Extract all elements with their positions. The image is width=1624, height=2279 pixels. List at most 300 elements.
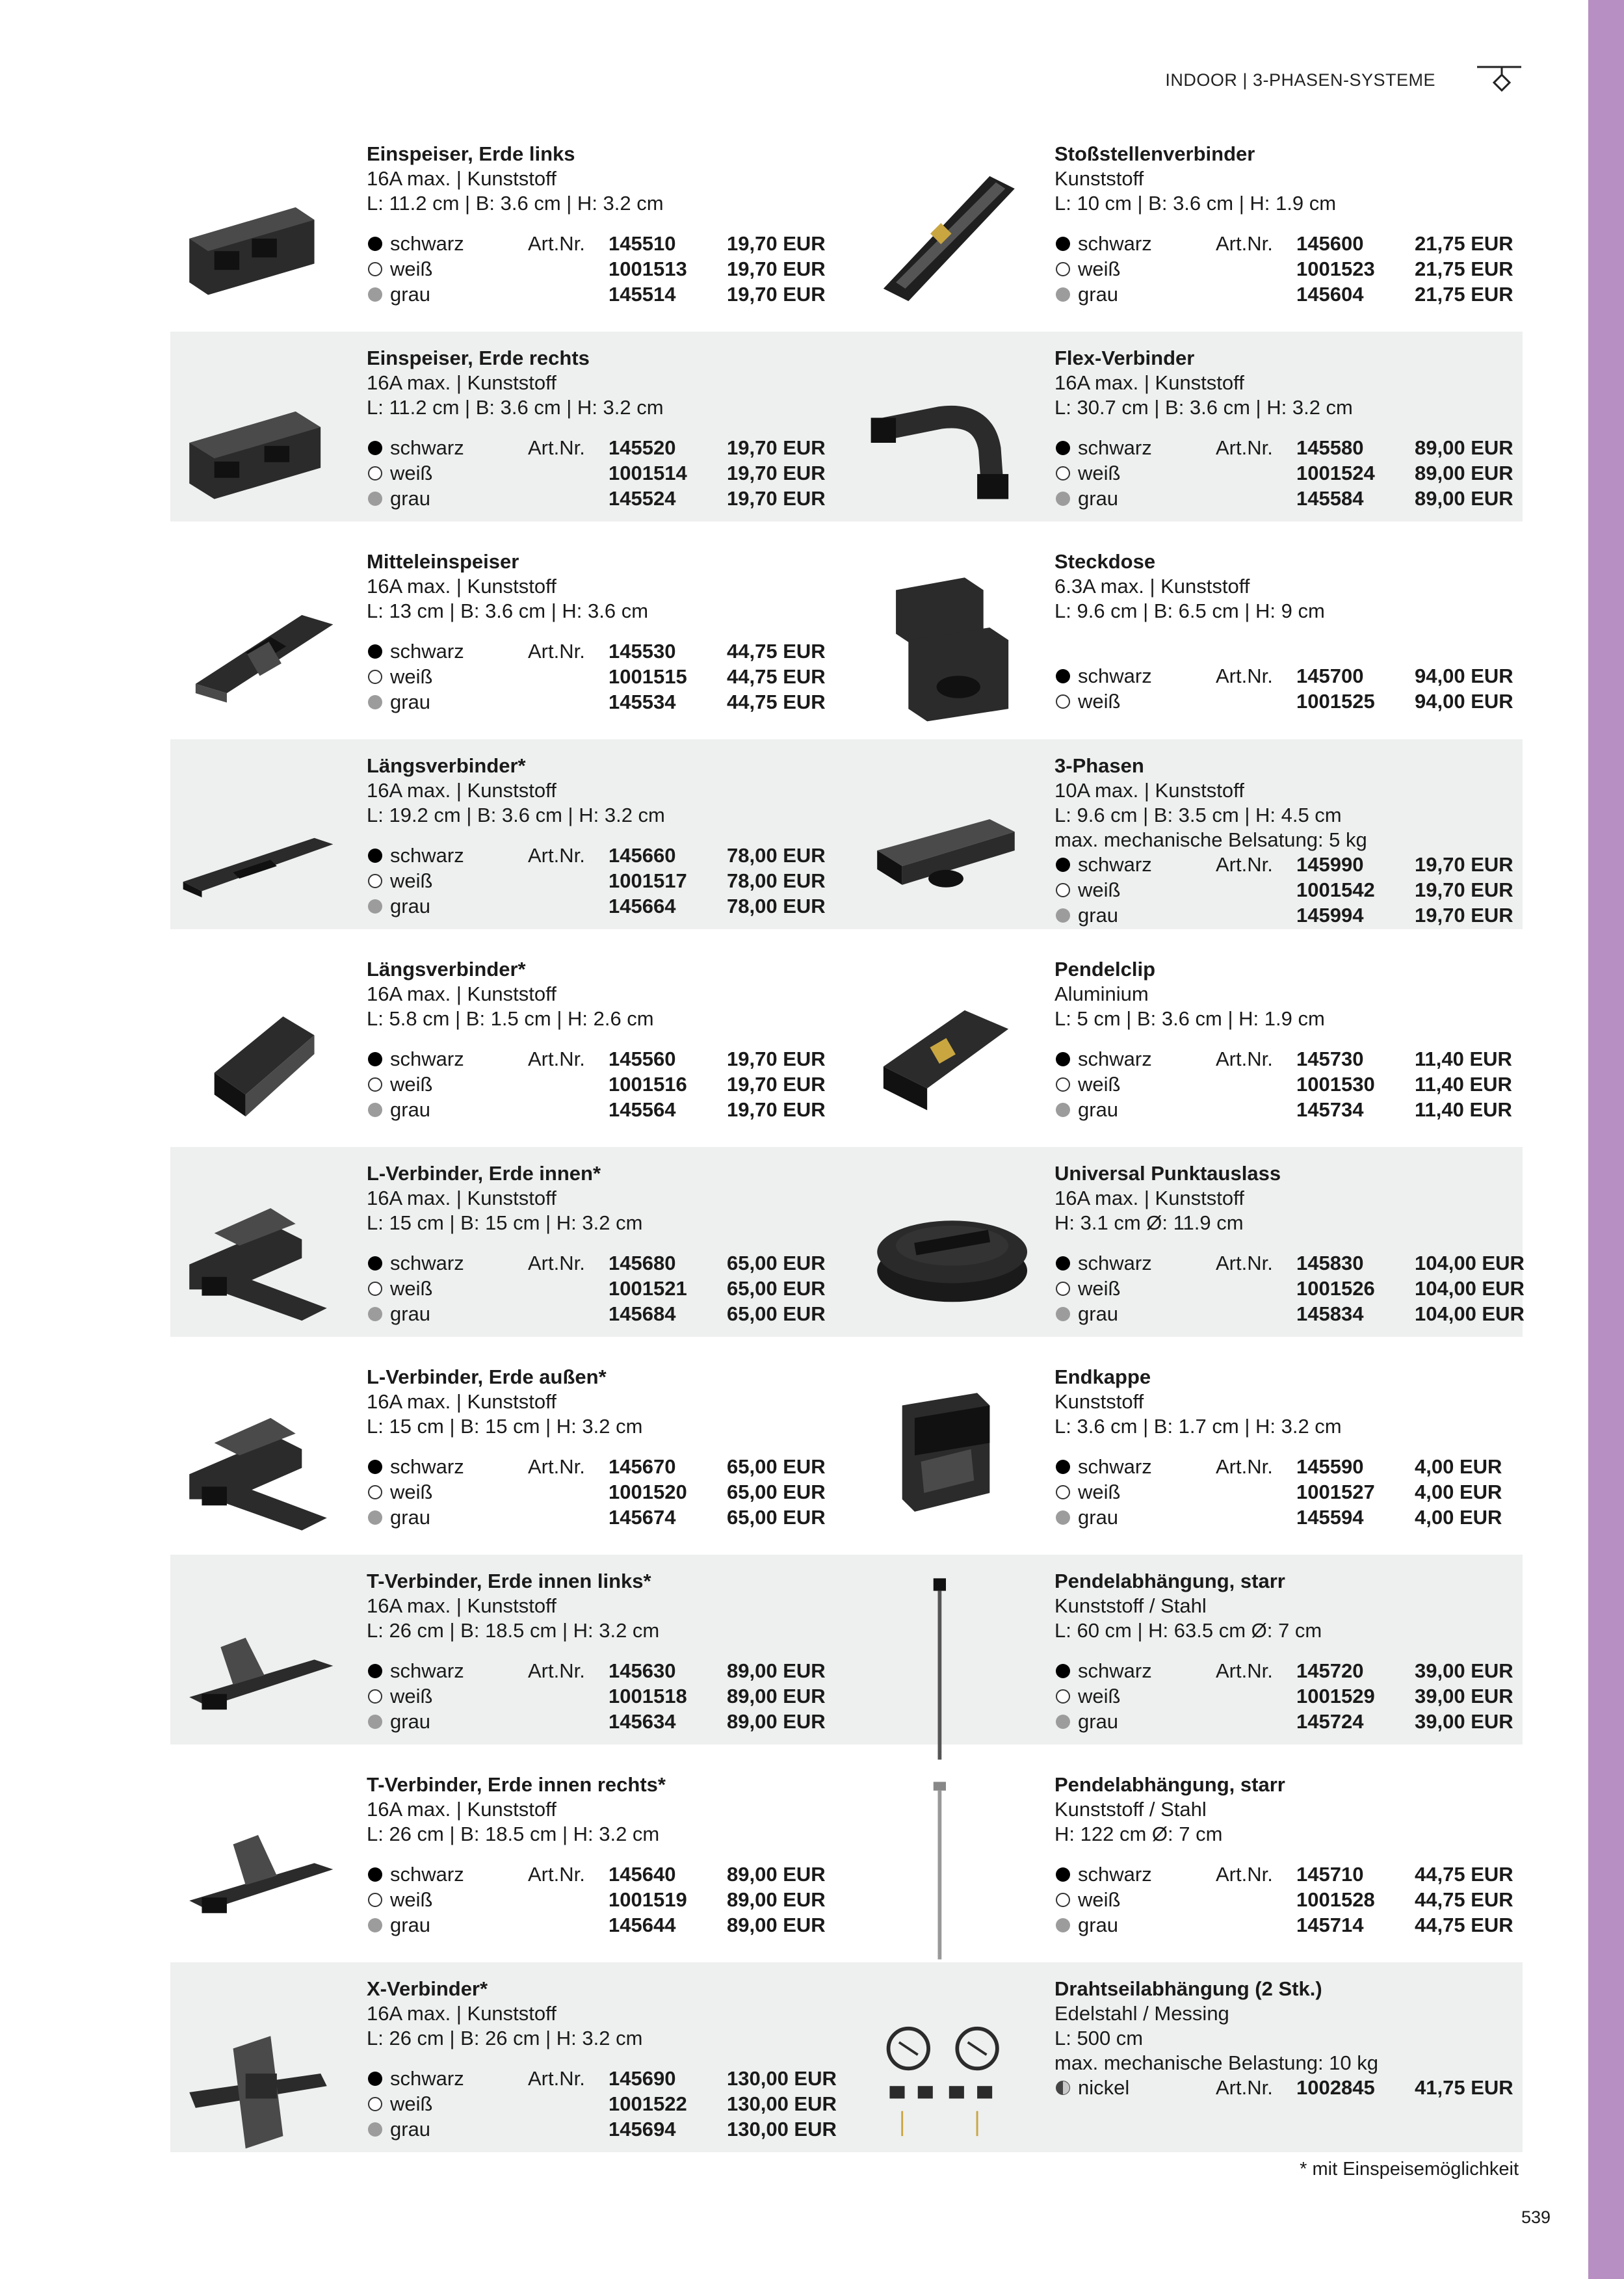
product-image xyxy=(170,1565,352,1769)
price: 94,00 EUR xyxy=(1415,690,1513,713)
variant-row xyxy=(1054,257,1529,282)
product-card xyxy=(858,1973,1534,2177)
article-number: 145584 xyxy=(1296,486,1364,510)
color-swatch-icon xyxy=(368,1052,382,1066)
product-image xyxy=(170,546,352,750)
product-image xyxy=(170,953,352,1157)
color-swatch-icon xyxy=(368,670,382,684)
variant-row xyxy=(367,1302,841,1326)
product-card xyxy=(858,750,1534,954)
product-spec: L: 26 cm | B: 26 cm | H: 3.2 cm xyxy=(367,2026,643,2049)
price: 44,75 EUR xyxy=(727,640,826,663)
article-number: 145630 xyxy=(609,1659,676,1682)
product-card xyxy=(170,1973,846,2177)
butt-joint-icon xyxy=(865,144,1027,333)
color-swatch-icon xyxy=(368,262,382,276)
product-spec: 16A max. | Kunststoff xyxy=(367,1186,557,1209)
color-swatch-icon xyxy=(368,1103,382,1117)
price: 41,75 EUR xyxy=(1415,2075,1513,2099)
product-spec: 6.3A max. | Kunststoff xyxy=(1054,575,1250,598)
t-connector-right-icon xyxy=(177,1775,339,1964)
product-spec: 16A max. | Kunststoff xyxy=(367,575,557,598)
product-title: Endkappe xyxy=(1054,1365,1151,1388)
color-swatch-icon xyxy=(1056,1689,1070,1704)
price: 19,70 EUR xyxy=(727,1047,826,1070)
variant-row xyxy=(367,1276,841,1301)
price: 19,70 EUR xyxy=(727,461,826,484)
color-swatch-icon xyxy=(368,2072,382,2086)
product-spec: L: 26 cm | B: 18.5 cm | H: 3.2 cm xyxy=(367,1618,660,1642)
variant-color: weiß xyxy=(390,461,433,484)
article-number: 1001515 xyxy=(609,665,687,688)
article-number: 1001521 xyxy=(609,1276,687,1300)
article-number: 145730 xyxy=(1296,1047,1364,1070)
product-spec: L: 15 cm | B: 15 cm | H: 3.2 cm xyxy=(367,1415,643,1438)
article-number: 145580 xyxy=(1296,436,1364,459)
art-nr-label: Art.Nr. xyxy=(528,1047,585,1070)
variant-row xyxy=(1054,1888,1529,1912)
product-spec: L: 19.2 cm | B: 3.6 cm | H: 3.2 cm xyxy=(367,803,665,826)
article-number: 145680 xyxy=(609,1251,676,1274)
variant-row xyxy=(367,1072,841,1097)
price: 94,00 EUR xyxy=(1415,665,1513,687)
color-swatch-icon xyxy=(1056,287,1070,302)
product-card xyxy=(170,953,846,1157)
variant-row xyxy=(1054,1505,1529,1530)
color-swatch-icon xyxy=(1056,1282,1070,1296)
variant-row xyxy=(1054,689,1529,714)
price: 78,00 EUR xyxy=(727,869,826,892)
variant-row xyxy=(367,843,841,868)
color-swatch-icon xyxy=(368,695,382,709)
variant-row xyxy=(367,1047,841,1072)
variant-color: schwarz xyxy=(1078,232,1152,255)
l-connector-outer-icon xyxy=(177,1367,339,1556)
variant-row xyxy=(1054,231,1529,256)
flex-connector-icon xyxy=(865,349,1027,537)
article-number: 1001528 xyxy=(1296,1888,1375,1911)
product-title: 3-Phasen xyxy=(1054,754,1144,777)
variant-color: weiß xyxy=(1078,257,1121,280)
product-image xyxy=(170,750,352,954)
product-spec: 16A max. | Kunststoff xyxy=(367,1390,557,1413)
variant-row xyxy=(1054,1072,1529,1097)
product-spec: L: 11.2 cm | B: 3.6 cm | H: 3.2 cm xyxy=(367,395,664,419)
price: 78,00 EUR xyxy=(727,843,826,867)
variant-color: grau xyxy=(390,1914,431,1936)
section-header: INDOOR | 3-PHASEN-SYSTEME xyxy=(1165,70,1435,90)
variant-color: weiß xyxy=(390,257,433,280)
pendant-rod-grey-icon xyxy=(865,1775,1027,1964)
product-spec: 16A max. | Kunststoff xyxy=(367,1594,557,1617)
article-number: 1002845 xyxy=(1296,2075,1375,2099)
socket-icon xyxy=(865,552,1027,741)
color-swatch-icon xyxy=(368,1282,382,1296)
variant-color: grau xyxy=(1078,1098,1119,1121)
product-title: L-Verbinder, Erde außen* xyxy=(367,1365,607,1388)
product-spec: 16A max. | Kunststoff xyxy=(367,778,557,802)
product-image xyxy=(858,1565,1040,1769)
variant-row xyxy=(367,2066,841,2091)
price: 19,70 EUR xyxy=(727,1073,826,1096)
article-number: 145694 xyxy=(609,2117,676,2141)
variant-row xyxy=(367,869,841,893)
art-nr-label: Art.Nr. xyxy=(1216,1047,1273,1070)
mini-connector-icon xyxy=(177,960,339,1148)
product-card xyxy=(858,1361,1534,1565)
art-nr-label: Art.Nr. xyxy=(528,1659,585,1682)
variant-color: schwarz xyxy=(1078,852,1152,876)
color-swatch-icon xyxy=(368,874,382,888)
product-title: Pendelabhängung, starr xyxy=(1054,1773,1285,1796)
color-swatch-icon xyxy=(368,1664,382,1678)
art-nr-label: Art.Nr. xyxy=(1216,665,1273,687)
product-spec: 16A max. | Kunststoff xyxy=(1054,1186,1244,1209)
variant-color: schwarz xyxy=(390,1863,464,1886)
product-spec: 16A max. | Kunststoff xyxy=(1054,371,1244,394)
color-swatch-icon xyxy=(368,492,382,506)
article-number: 1001513 xyxy=(609,257,687,280)
price: 89,00 EUR xyxy=(1415,461,1513,484)
variant-color: schwarz xyxy=(390,1047,464,1070)
variant-row xyxy=(1054,1047,1529,1072)
article-number: 145600 xyxy=(1296,232,1364,255)
price: 65,00 EUR xyxy=(727,1455,826,1478)
article-number: 1001522 xyxy=(609,2092,687,2115)
variant-color: grau xyxy=(1078,1709,1119,1733)
price: 11,40 EUR xyxy=(1415,1073,1512,1096)
variant-color: grau xyxy=(1078,903,1119,927)
article-number: 145830 xyxy=(1296,1251,1364,1274)
product-spec: L: 11.2 cm | B: 3.6 cm | H: 3.2 cm xyxy=(367,192,664,215)
variant-row xyxy=(1054,1302,1529,1326)
article-number: 145634 xyxy=(609,1709,676,1733)
product-image xyxy=(858,1361,1040,1565)
color-swatch-icon xyxy=(1056,908,1070,923)
variant-row xyxy=(367,257,841,282)
price: 44,75 EUR xyxy=(1415,1914,1513,1936)
product-spec: L: 5 cm | B: 3.6 cm | H: 1.9 cm xyxy=(1054,1007,1325,1030)
variant-row xyxy=(367,2092,841,2116)
product-spec: Kunststoff xyxy=(1054,167,1144,190)
variant-row xyxy=(1054,1276,1529,1301)
price: 39,00 EUR xyxy=(1415,1659,1513,1682)
color-swatch-icon xyxy=(1056,1664,1070,1678)
price: 4,00 EUR xyxy=(1415,1506,1502,1529)
variant-color: schwarz xyxy=(1078,1659,1152,1682)
product-spec: 16A max. | Kunststoff xyxy=(367,1798,557,1821)
product-image xyxy=(858,546,1040,750)
product-card xyxy=(170,342,846,546)
color-swatch-icon xyxy=(1056,1103,1070,1117)
variant-color: weiß xyxy=(390,1073,433,1096)
product-image xyxy=(858,1769,1040,1973)
product-title: Mitteleinspeiser xyxy=(367,550,519,573)
price: 89,00 EUR xyxy=(727,1684,826,1707)
color-swatch-icon xyxy=(1056,1510,1070,1525)
variant-row xyxy=(1054,1480,1529,1505)
product-title: X-Verbinder* xyxy=(367,1977,488,2000)
product-spec: 16A max. | Kunststoff xyxy=(367,2001,557,2025)
variant-color: grau xyxy=(390,2117,431,2141)
product-card xyxy=(858,546,1534,750)
wire-suspension-icon xyxy=(865,1979,1027,2168)
variant-row xyxy=(1054,852,1529,877)
side-color-bar xyxy=(1588,0,1624,2279)
product-card xyxy=(858,138,1534,342)
product-card xyxy=(170,546,846,750)
price: 65,00 EUR xyxy=(727,1251,826,1274)
x-connector-icon xyxy=(177,1979,339,2168)
art-nr-label: Art.Nr. xyxy=(1216,852,1273,876)
product-image xyxy=(170,1361,352,1565)
product-title: L-Verbinder, Erde innen* xyxy=(367,1161,601,1185)
art-nr-label: Art.Nr. xyxy=(1216,1251,1273,1274)
variant-row xyxy=(367,690,841,715)
variant-row xyxy=(1054,1862,1529,1887)
color-swatch-icon xyxy=(1056,1893,1070,1907)
article-number: 145530 xyxy=(609,640,676,663)
art-nr-label: Art.Nr. xyxy=(1216,436,1273,459)
art-nr-label: Art.Nr. xyxy=(528,1455,585,1478)
end-cap-icon xyxy=(865,1367,1027,1556)
color-swatch-icon xyxy=(368,237,382,251)
variant-color: weiß xyxy=(1078,1073,1121,1096)
article-number: 1001523 xyxy=(1296,257,1375,280)
article-number: 145604 xyxy=(1296,283,1364,306)
article-number: 145710 xyxy=(1296,1863,1364,1886)
article-number: 145670 xyxy=(609,1455,676,1478)
article-number: 145720 xyxy=(1296,1659,1364,1682)
variant-color: schwarz xyxy=(390,1455,464,1478)
product-card xyxy=(170,1361,846,1565)
price: 21,75 EUR xyxy=(1415,232,1513,255)
variant-color: weiß xyxy=(390,1684,433,1707)
variant-color: weiß xyxy=(390,869,433,892)
product-spec: L: 26 cm | B: 18.5 cm | H: 3.2 cm xyxy=(367,1823,660,1845)
variant-color: schwarz xyxy=(1078,665,1152,687)
article-number: 145700 xyxy=(1296,665,1364,687)
article-number: 145644 xyxy=(609,1914,676,1936)
art-nr-label: Art.Nr. xyxy=(528,436,585,459)
product-spec: L: 13 cm | B: 3.6 cm | H: 3.6 cm xyxy=(367,599,649,622)
price: 21,75 EUR xyxy=(1415,283,1513,306)
product-spec: H: 3.1 cm Ø: 11.9 cm xyxy=(1054,1211,1244,1234)
article-number: 1001542 xyxy=(1296,878,1375,901)
variant-row xyxy=(367,1659,841,1683)
product-title: Drahtseilabhängung (2 Stk.) xyxy=(1054,1977,1322,2000)
article-number: 145664 xyxy=(609,894,676,917)
variant-row xyxy=(367,894,841,919)
variant-color: weiß xyxy=(390,1481,433,1503)
price: 65,00 EUR xyxy=(727,1506,826,1529)
price: 19,70 EUR xyxy=(727,257,826,280)
price: 11,40 EUR xyxy=(1415,1047,1512,1070)
variant-row xyxy=(1054,1251,1529,1276)
color-swatch-icon xyxy=(1056,1256,1070,1271)
product-card xyxy=(170,1565,846,1769)
variant-color: schwarz xyxy=(390,436,464,459)
price: 19,70 EUR xyxy=(1415,903,1513,927)
price: 89,00 EUR xyxy=(727,1659,826,1682)
variant-row xyxy=(367,1913,841,1938)
product-title: Einspeiser, Erde links xyxy=(367,142,575,165)
product-card xyxy=(858,1565,1534,1769)
variant-row xyxy=(367,461,841,486)
color-swatch-icon xyxy=(368,1307,382,1321)
price: 65,00 EUR xyxy=(727,1302,826,1325)
variant-color: weiß xyxy=(1078,690,1121,713)
art-nr-label: Art.Nr. xyxy=(1216,2075,1273,2099)
variant-color: schwarz xyxy=(390,1659,464,1682)
color-swatch-icon xyxy=(368,1715,382,1729)
article-number: 145724 xyxy=(1296,1709,1364,1733)
variant-color: weiß xyxy=(1078,1481,1121,1503)
color-swatch-icon xyxy=(368,1918,382,1932)
variant-row xyxy=(1054,1913,1529,1938)
product-title: Längsverbinder* xyxy=(367,754,526,777)
footnote: * mit Einspeisemöglichkeit xyxy=(1300,2159,1519,2180)
variant-row xyxy=(1054,2075,1529,2100)
art-nr-label: Art.Nr. xyxy=(1216,1659,1273,1682)
product-spec: L: 9.6 cm | B: 3.5 cm | H: 4.5 cm xyxy=(1054,803,1342,826)
article-number: 145714 xyxy=(1296,1914,1364,1936)
variant-row xyxy=(367,1709,841,1734)
article-number: 145734 xyxy=(1296,1098,1364,1121)
variant-color: schwarz xyxy=(1078,1251,1152,1274)
product-spec: 16A max. | Kunststoff xyxy=(367,982,557,1005)
article-number: 1001514 xyxy=(609,461,687,484)
variant-row xyxy=(367,1888,841,1912)
price: 19,70 EUR xyxy=(727,1098,826,1121)
article-number: 145564 xyxy=(609,1098,676,1121)
price: 65,00 EUR xyxy=(727,1481,826,1503)
variant-row xyxy=(1054,903,1529,928)
pendant-clip-icon xyxy=(865,960,1027,1148)
article-number: 1001524 xyxy=(1296,461,1375,484)
price: 21,75 EUR xyxy=(1415,257,1513,280)
product-image xyxy=(170,1973,352,2177)
price: 89,00 EUR xyxy=(727,1709,826,1733)
feed-in-right-icon xyxy=(177,349,339,537)
variant-color: schwarz xyxy=(1078,436,1152,459)
product-spec: Kunststoff xyxy=(1054,1390,1144,1413)
product-spec: L: 30.7 cm | B: 3.6 cm | H: 3.2 cm xyxy=(1054,395,1353,419)
article-number: 145834 xyxy=(1296,1302,1364,1325)
product-image xyxy=(170,342,352,546)
product-spec: max. mechanische Belsatung: 5 kg xyxy=(1054,828,1367,851)
variant-color: grau xyxy=(1078,486,1119,510)
color-swatch-icon xyxy=(368,1867,382,1882)
t-connector-left-icon xyxy=(177,1572,339,1760)
variant-color: schwarz xyxy=(390,843,464,867)
product-spec: 16A max. | Kunststoff xyxy=(367,167,557,190)
pendant-rod-black-icon xyxy=(865,1572,1027,1760)
color-swatch-icon xyxy=(368,287,382,302)
price: 44,75 EUR xyxy=(1415,1888,1513,1911)
variant-color: grau xyxy=(390,1506,431,1529)
product-title: Pendelclip xyxy=(1054,958,1156,981)
variant-color: weiß xyxy=(390,665,433,688)
canopy-icon xyxy=(865,1164,1027,1352)
price: 44,75 EUR xyxy=(727,665,826,688)
product-spec: max. mechanische Belastung: 10 kg xyxy=(1054,2051,1378,2074)
article-number: 145520 xyxy=(609,436,676,459)
product-spec: L: 500 cm xyxy=(1054,2026,1144,2049)
article-number: 145660 xyxy=(609,843,676,867)
variant-color: weiß xyxy=(390,1888,433,1911)
variant-row xyxy=(1054,1684,1529,1709)
article-number: 1001519 xyxy=(609,1888,687,1911)
product-title: T-Verbinder, Erde innen rechts* xyxy=(367,1773,666,1796)
variant-row xyxy=(367,665,841,689)
color-swatch-icon xyxy=(368,1485,382,1499)
feed-in-left-icon xyxy=(177,144,339,333)
product-card xyxy=(858,1769,1534,1973)
color-swatch-icon xyxy=(1056,466,1070,481)
product-image xyxy=(858,1157,1040,1362)
product-spec: L: 5.8 cm | B: 1.5 cm | H: 2.6 cm xyxy=(367,1007,654,1030)
variant-row xyxy=(367,1251,841,1276)
price: 19,70 EUR xyxy=(727,436,826,459)
product-spec: 10A max. | Kunststoff xyxy=(1054,778,1244,802)
article-number: 145684 xyxy=(609,1302,676,1325)
article-number: 1001518 xyxy=(609,1684,687,1707)
product-spec: H: 122 cm Ø: 7 cm xyxy=(1054,1823,1223,1845)
variant-color: grau xyxy=(1078,1914,1119,1936)
price: 89,00 EUR xyxy=(727,1863,826,1886)
product-image xyxy=(170,1157,352,1362)
product-card xyxy=(858,342,1534,546)
color-swatch-icon xyxy=(368,1077,382,1092)
product-title: T-Verbinder, Erde innen links* xyxy=(367,1569,651,1592)
price: 65,00 EUR xyxy=(727,1276,826,1300)
color-swatch-icon xyxy=(1056,1460,1070,1474)
color-swatch-icon xyxy=(1056,1715,1070,1729)
variant-row xyxy=(1054,1709,1529,1734)
art-nr-label: Art.Nr. xyxy=(528,1251,585,1274)
article-number: 145640 xyxy=(609,1863,676,1886)
price: 89,00 EUR xyxy=(727,1914,826,1936)
l-connector-inner-icon xyxy=(177,1164,339,1352)
article-number: 1001520 xyxy=(609,1481,687,1503)
color-swatch-icon xyxy=(368,2097,382,2111)
variant-row xyxy=(367,1862,841,1887)
price: 44,75 EUR xyxy=(727,691,826,713)
price: 104,00 EUR xyxy=(1415,1251,1525,1274)
color-swatch-icon xyxy=(368,466,382,481)
price: 89,00 EUR xyxy=(727,1888,826,1911)
price: 19,70 EUR xyxy=(1415,852,1513,876)
product-image xyxy=(170,1769,352,1973)
price: 104,00 EUR xyxy=(1415,1302,1525,1325)
product-spec: 16A max. | Kunststoff xyxy=(367,371,557,394)
price: 19,70 EUR xyxy=(727,232,826,255)
article-number: 145994 xyxy=(1296,903,1364,927)
price: 19,70 EUR xyxy=(727,283,826,306)
variant-row xyxy=(1054,878,1529,902)
product-spec: L: 3.6 cm | B: 1.7 cm | H: 3.2 cm xyxy=(1054,1415,1342,1438)
article-number: 145560 xyxy=(609,1047,676,1070)
article-number: 1001526 xyxy=(1296,1276,1375,1300)
variant-color: grau xyxy=(390,1098,431,1121)
product-image xyxy=(858,953,1040,1157)
color-swatch-icon xyxy=(368,899,382,914)
product-image xyxy=(858,138,1040,342)
color-swatch-icon xyxy=(1056,441,1070,455)
product-image xyxy=(170,138,352,342)
variant-row xyxy=(367,1505,841,1530)
